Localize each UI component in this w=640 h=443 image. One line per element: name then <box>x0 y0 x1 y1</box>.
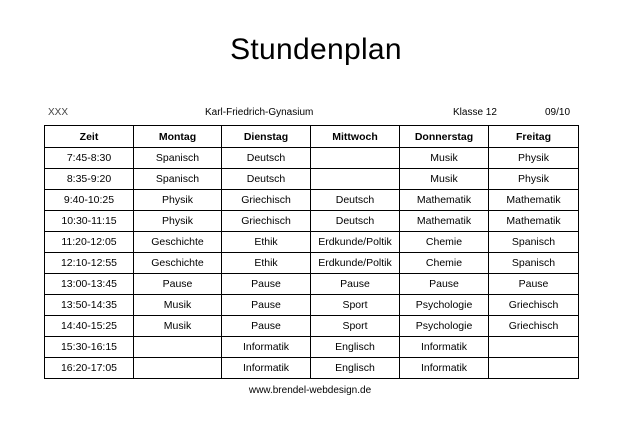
friday-cell: Griechisch <box>489 316 579 337</box>
time-cell: 13:00-13:45 <box>45 274 134 295</box>
monday-cell: Musik <box>134 316 222 337</box>
monday-cell: Physik <box>134 211 222 232</box>
tuesday-cell: Pause <box>222 295 311 316</box>
friday-cell: Spanisch <box>489 253 579 274</box>
thursday-cell: Mathematik <box>400 211 489 232</box>
tuesday-cell: Ethik <box>222 232 311 253</box>
time-cell: 8:35-9:20 <box>45 169 134 190</box>
wednesday-cell: Deutsch <box>311 211 400 232</box>
wednesday-cell: Englisch <box>311 337 400 358</box>
page-title: Stundenplan <box>230 33 402 66</box>
table-row <box>45 211 579 232</box>
header-zeit: Zeit <box>45 126 134 148</box>
friday-cell: Mathematik <box>489 211 579 232</box>
thursday-cell: Musik <box>400 148 489 169</box>
thursday-cell: Chemie <box>400 232 489 253</box>
thursday-cell: Mathematik <box>400 190 489 211</box>
table-row <box>45 253 579 274</box>
wednesday-cell: Pause <box>311 274 400 295</box>
monday-cell <box>134 358 222 379</box>
wednesday-cell: Sport <box>311 295 400 316</box>
tuesday-cell: Deutsch <box>222 169 311 190</box>
table-row <box>45 358 579 379</box>
thursday-cell: Informatik <box>400 358 489 379</box>
time-cell: 16:20-17:05 <box>45 358 134 379</box>
monday-cell: Physik <box>134 190 222 211</box>
tuesday-cell: Pause <box>222 316 311 337</box>
monday-cell <box>134 337 222 358</box>
time-cell: 15:30-16:15 <box>45 337 134 358</box>
table-row <box>45 316 579 337</box>
table-row <box>45 148 579 169</box>
timetable-header-row <box>45 126 579 148</box>
header-donnerstag: Donnerstag <box>400 126 489 148</box>
wednesday-cell: Englisch <box>311 358 400 379</box>
table-row <box>45 169 579 190</box>
wednesday-cell: Sport <box>311 316 400 337</box>
friday-cell: Griechisch <box>489 295 579 316</box>
timetable-meta <box>0 106 640 120</box>
header-montag: Montag <box>134 126 222 148</box>
friday-cell: Pause <box>489 274 579 295</box>
table-row <box>45 232 579 253</box>
friday-cell: Physik <box>489 148 579 169</box>
timetable <box>44 125 579 379</box>
tuesday-cell: Griechisch <box>222 190 311 211</box>
timetable-body <box>45 148 579 379</box>
wednesday-cell: Erdkunde/Poltik <box>311 253 400 274</box>
tuesday-cell: Informatik <box>222 358 311 379</box>
time-cell: 7:45-8:30 <box>45 148 134 169</box>
monday-cell: Pause <box>134 274 222 295</box>
thursday-cell: Psychologie <box>400 295 489 316</box>
tuesday-cell: Ethik <box>222 253 311 274</box>
time-cell: 10:30-11:15 <box>45 211 134 232</box>
monday-cell: Spanisch <box>134 148 222 169</box>
monday-cell: Geschichte <box>134 232 222 253</box>
time-cell: 11:20-12:05 <box>45 232 134 253</box>
meta-code: XXX <box>48 107 69 118</box>
time-cell: 13:50-14:35 <box>45 295 134 316</box>
friday-cell <box>489 358 579 379</box>
friday-cell: Physik <box>489 169 579 190</box>
table-row <box>45 295 579 316</box>
time-cell: 12:10-12:55 <box>45 253 134 274</box>
thursday-cell: Chemie <box>400 253 489 274</box>
thursday-cell: Psychologie <box>400 316 489 337</box>
footer-website: www.brendel-webdesign.de <box>248 385 372 396</box>
time-cell: 14:40-15:25 <box>45 316 134 337</box>
table-row <box>45 337 579 358</box>
tuesday-cell: Deutsch <box>222 148 311 169</box>
tuesday-cell: Pause <box>222 274 311 295</box>
meta-school-year: 09/10 <box>545 107 571 118</box>
time-cell: 9:40-10:25 <box>45 190 134 211</box>
thursday-cell: Musik <box>400 169 489 190</box>
meta-school: Karl-Friedrich-Gynasium <box>205 107 314 118</box>
tuesday-cell: Griechisch <box>222 211 311 232</box>
tuesday-cell: Informatik <box>222 337 311 358</box>
meta-class: Klasse 12 <box>453 107 497 118</box>
header-dienstag: Dienstag <box>222 126 311 148</box>
friday-cell: Mathematik <box>489 190 579 211</box>
wednesday-cell <box>311 148 400 169</box>
thursday-cell: Informatik <box>400 337 489 358</box>
wednesday-cell: Erdkunde/Poltik <box>311 232 400 253</box>
header-freitag: Freitag <box>489 126 579 148</box>
table-row <box>45 274 579 295</box>
monday-cell: Geschichte <box>134 253 222 274</box>
monday-cell: Spanisch <box>134 169 222 190</box>
wednesday-cell: Deutsch <box>311 190 400 211</box>
monday-cell: Musik <box>134 295 222 316</box>
friday-cell <box>489 337 579 358</box>
wednesday-cell <box>311 169 400 190</box>
thursday-cell: Pause <box>400 274 489 295</box>
table-row <box>45 190 579 211</box>
header-mittwoch: Mittwoch <box>311 126 400 148</box>
friday-cell: Spanisch <box>489 232 579 253</box>
